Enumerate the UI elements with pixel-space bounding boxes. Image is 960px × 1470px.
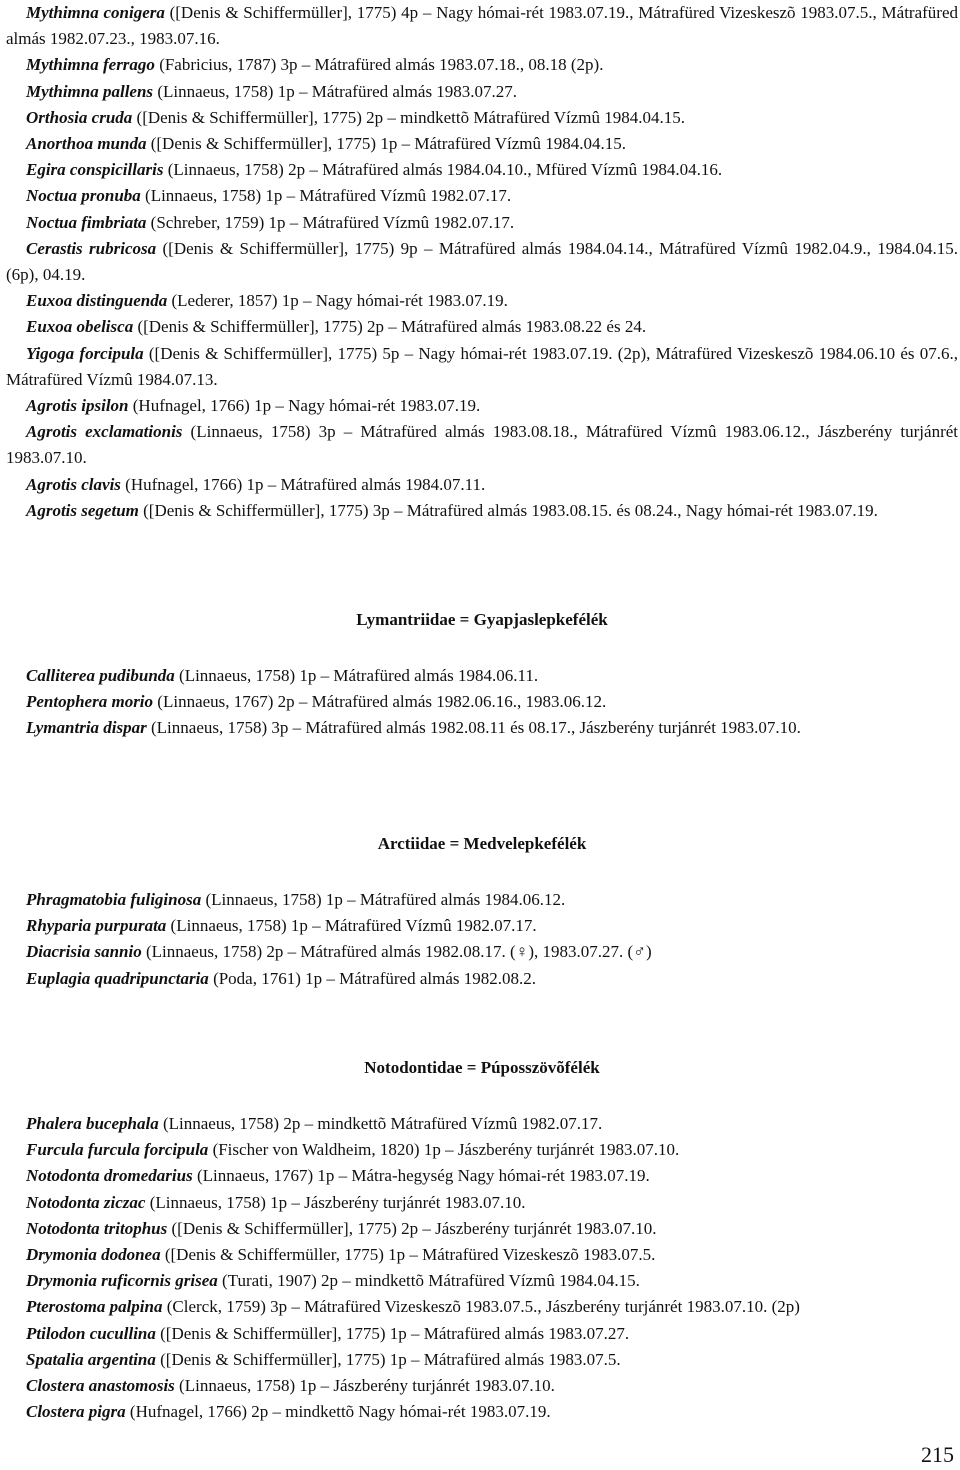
species-name: Clostera anastomosis — [26, 1376, 175, 1396]
species-record: (Linnaeus, 1767) 1p – Mátra-hegység Nagy hómai-rét 1983.07.19. — [192, 1166, 650, 1186]
species-name: Agrotis ipsilon — [26, 396, 129, 416]
section-entries — [6, 887, 958, 992]
species-name: Euplagia quadripunctaria — [26, 968, 209, 988]
page-number: 215 — [921, 1442, 954, 1467]
species-record: (Linnaeus, 1758) 1p – Mátrafüred Vízmû 1982.07.17. — [140, 186, 512, 206]
species-name: Mythimna pallens — [26, 81, 154, 101]
species-name: Agrotis exclamationis — [26, 422, 183, 442]
species-name: Anorthoa munda — [26, 134, 147, 154]
species-name: Pterostoma palpina — [26, 1297, 163, 1317]
species-record: (Linnaeus, 1758) 1p – Jászberény turjánrét 1983.07.10. — [174, 1376, 555, 1396]
species-name: Noctua pronuba — [26, 186, 141, 206]
species-entry — [6, 183, 958, 209]
species-entry — [6, 1294, 958, 1320]
species-entry — [6, 131, 958, 157]
species-entry — [6, 939, 958, 965]
species-name: Calliterea pudibunda — [26, 666, 175, 685]
species-name: Orthosia cruda — [26, 107, 133, 127]
species-name: Noctua fimbriata — [26, 212, 147, 232]
species-entry — [6, 887, 958, 913]
species-record: (Linnaeus, 1758) 1p – Mátrafüred almás 1984.06.12. — [201, 890, 566, 909]
species-record: ([Denis & Schiffermüller], 1775) 3p – Mátrafüred almás 1983.08.15. és 08.24., Nagy hómai-rét 1983.07.19. — [138, 500, 878, 520]
species-record: (Linnaeus, 1758) 3p – Mátrafüred almás 1983.08.18., Mátrafüred Vízmû 1983.06.12., Jászberény turjánrét 1983.07.10. — [6, 422, 958, 468]
species-record: (Linnaeus, 1758) 3p – Mátrafüred almás 1982.08.11 és 08.17., Jászberény turjánrét 1983.07.10. — [146, 718, 801, 738]
species-record: (Hufnagel, 1766) 1p – Mátrafüred almás 1984.07.11. — [120, 474, 486, 494]
species-name: Agrotis clavis — [26, 474, 121, 494]
species-name: Drymonia ruficornis grisea — [26, 1271, 218, 1291]
species-record: (Fabricius, 1787) 3p – Mátrafüred almás 1983.07.18., 08.18 (2p). — [154, 55, 604, 75]
species-entry — [6, 79, 958, 105]
species-entry — [6, 1137, 958, 1163]
species-record: (Linnaeus, 1758) 2p – Mátrafüred almás 1982.08.17. (♀), 1983.07.27. (♂) — [141, 942, 652, 962]
species-entry — [6, 157, 958, 183]
species-record: ([Denis & Schiffermüller], 1775) 1p – Mátrafüred almás 1983.07.5. — [155, 1349, 621, 1369]
species-name: Mythimna ferrago — [26, 55, 155, 75]
species-entry — [6, 498, 958, 524]
species-name: Agrotis segetum — [26, 500, 139, 520]
species-name: Phalera bucephala — [26, 1114, 159, 1133]
species-record: (Linnaeus, 1758) 1p – Mátrafüred almás 1983.07.27. — [153, 81, 518, 101]
species-record: (Hufnagel, 1766) 1p – Nagy hómai-rét 1983.07.19. — [128, 396, 481, 416]
species-name: Furcula furcula forcipula — [26, 1140, 209, 1160]
species-entry — [6, 913, 958, 939]
species-entry — [6, 715, 958, 741]
species-name: Yigoga forcipula — [26, 343, 144, 363]
species-record: ([Denis & Schiffermüller], 1775) 5p – Nagy hómai-rét 1983.07.19. (2p), Mátrafüred Vizeskeszõ 1984.06.10 és 07.6., Mátrafüred Vízmû 1984.07.13. — [6, 343, 958, 389]
species-entry — [6, 288, 958, 314]
section-entries — [6, 0, 958, 524]
species-name: Egira conspicillaris — [26, 160, 164, 180]
section-entries — [6, 1111, 958, 1425]
species-entry — [6, 314, 958, 340]
section-heading: Arctiidae = Medvelepkefélék — [377, 834, 587, 853]
species-entry — [6, 1216, 958, 1242]
species-entry — [6, 1347, 958, 1373]
species-record: ([Denis & Schiffermüller], 1775) 1p – Mátrafüred almás 1983.07.27. — [155, 1323, 630, 1343]
species-name: Rhyparia purpurata — [26, 916, 167, 936]
section-heading: Notodontidae = Púposszövõfélék — [364, 1058, 600, 1077]
species-record: (Fischer von Waldheim, 1820) 1p – Jászberény turjánrét 1983.07.10. — [208, 1140, 680, 1160]
species-name: Phragmatobia fuliginosa — [26, 890, 202, 909]
species-name: Euxoa obelisca — [26, 317, 134, 337]
species-name: Euxoa distinguenda — [26, 291, 168, 311]
species-record: (Hufnagel, 1766) 2p – mindkettõ Nagy hómai-rét 1983.07.19. — [125, 1402, 551, 1422]
species-entry — [6, 1242, 958, 1268]
species-entry — [6, 663, 958, 689]
species-entry — [6, 1163, 958, 1189]
species-record: (Turati, 1907) 2p – mindkettõ Mátrafüred Vízmû 1984.04.15. — [217, 1271, 640, 1291]
species-entry — [6, 1373, 958, 1399]
species-record: (Linnaeus, 1758) 2p – Mátrafüred almás 1984.04.10., Mfüred Vízmû 1984.04.16. — [163, 160, 723, 180]
species-name: Lymantria dispar — [26, 718, 147, 738]
species-entry — [6, 472, 958, 498]
species-record: ([Denis & Schiffermüller], 1775) 4p – Nagy hómai-rét 1983.07.19., Mátrafüred Vizeskeszõ 1983.07.5., Mátrafüred almás 1982.07.23., 1983.07.16. — [6, 3, 959, 49]
species-entry — [6, 1268, 958, 1294]
species-record: ([Denis & Schiffermüller], 1775) 2p – Mátrafüred almás 1983.08.22 és 24. — [133, 317, 647, 337]
species-name: Cerastis rubricosa — [26, 238, 157, 258]
species-record: (Linnaeus, 1758) 1p – Mátrafüred almás 1984.06.11. — [174, 666, 539, 685]
species-name: Pentophera morio — [26, 692, 154, 712]
species-entry — [6, 341, 958, 393]
section-heading: Lymantriidae = Gyapjaslepkefélék — [356, 610, 608, 629]
species-record: ([Denis & Schiffermüller], 1775) 2p – mindkettõ Mátrafüred Vízmû 1984.04.15. — [132, 107, 685, 127]
species-entry — [6, 105, 958, 131]
species-record: (Linnaeus, 1758) 1p – Jászberény turjánrét 1983.07.10. — [145, 1192, 526, 1212]
species-name: Spatalia argentina — [26, 1349, 156, 1369]
species-entry — [6, 210, 958, 236]
species-record: (Clerck, 1759) 3p – Mátrafüred Vizeskeszõ 1983.07.5., Jászberény turjánrét 1983.07.10. (2p) — [162, 1297, 800, 1317]
species-name: Diacrisia sannio — [26, 942, 142, 962]
species-entry — [6, 1111, 958, 1137]
species-entry — [6, 419, 958, 471]
species-entry — [6, 689, 958, 715]
species-name: Mythimna conigera — [26, 3, 165, 22]
species-entry — [6, 966, 958, 992]
species-record: ([Denis & Schiffermüller], 1775) 2p – Jászberény turjánrét 1983.07.10. — [167, 1218, 657, 1238]
species-record: (Schreber, 1759) 1p – Mátrafüred Vízmû 1982.07.17. — [146, 212, 515, 232]
species-name: Ptilodon cucullina — [26, 1323, 156, 1343]
species-entry — [6, 1190, 958, 1216]
species-record: (Poda, 1761) 1p – Mátrafüred almás 1982.08.2. — [208, 968, 536, 988]
species-entry — [6, 0, 958, 52]
species-name: Notodonta tritophus — [26, 1218, 168, 1238]
species-name: Clostera pigra — [26, 1402, 126, 1422]
species-entry — [6, 52, 958, 78]
species-record: ([Denis & Schiffermüller, 1775) 1p – Mátrafüred Vizeskeszõ 1983.07.5. — [160, 1245, 656, 1265]
section-entries — [6, 663, 958, 742]
species-entry — [6, 236, 958, 288]
species-record: (Lederer, 1857) 1p – Nagy hómai-rét 1983.07.19. — [167, 291, 508, 311]
species-entry — [6, 393, 958, 419]
species-name: Notodonta dromedarius — [26, 1166, 193, 1186]
species-entry — [6, 1321, 958, 1347]
species-record: (Linnaeus, 1758) 1p – Mátrafüred Vízmû 1982.07.17. — [166, 916, 537, 936]
species-name: Drymonia dodonea — [26, 1245, 161, 1265]
species-record: (Linnaeus, 1767) 2p – Mátrafüred almás 1982.06.16., 1983.06.12. — [153, 692, 607, 712]
species-record: ([Denis & Schiffermüller], 1775) 1p – Mátrafüred Vízmû 1984.04.15. — [146, 134, 627, 154]
species-name: Notodonta ziczac — [26, 1192, 146, 1212]
species-record: (Linnaeus, 1758) 2p – mindkettõ Mátrafüred Vízmû 1982.07.17. — [158, 1114, 603, 1133]
species-entry — [6, 1399, 958, 1425]
species-record: ([Denis & Schiffermüller], 1775) 9p – Mátrafüred almás 1984.04.14., Mátrafüred Vízmû 1982.04.9., 1984.04.15. (6p), 04.19. — [6, 238, 958, 285]
